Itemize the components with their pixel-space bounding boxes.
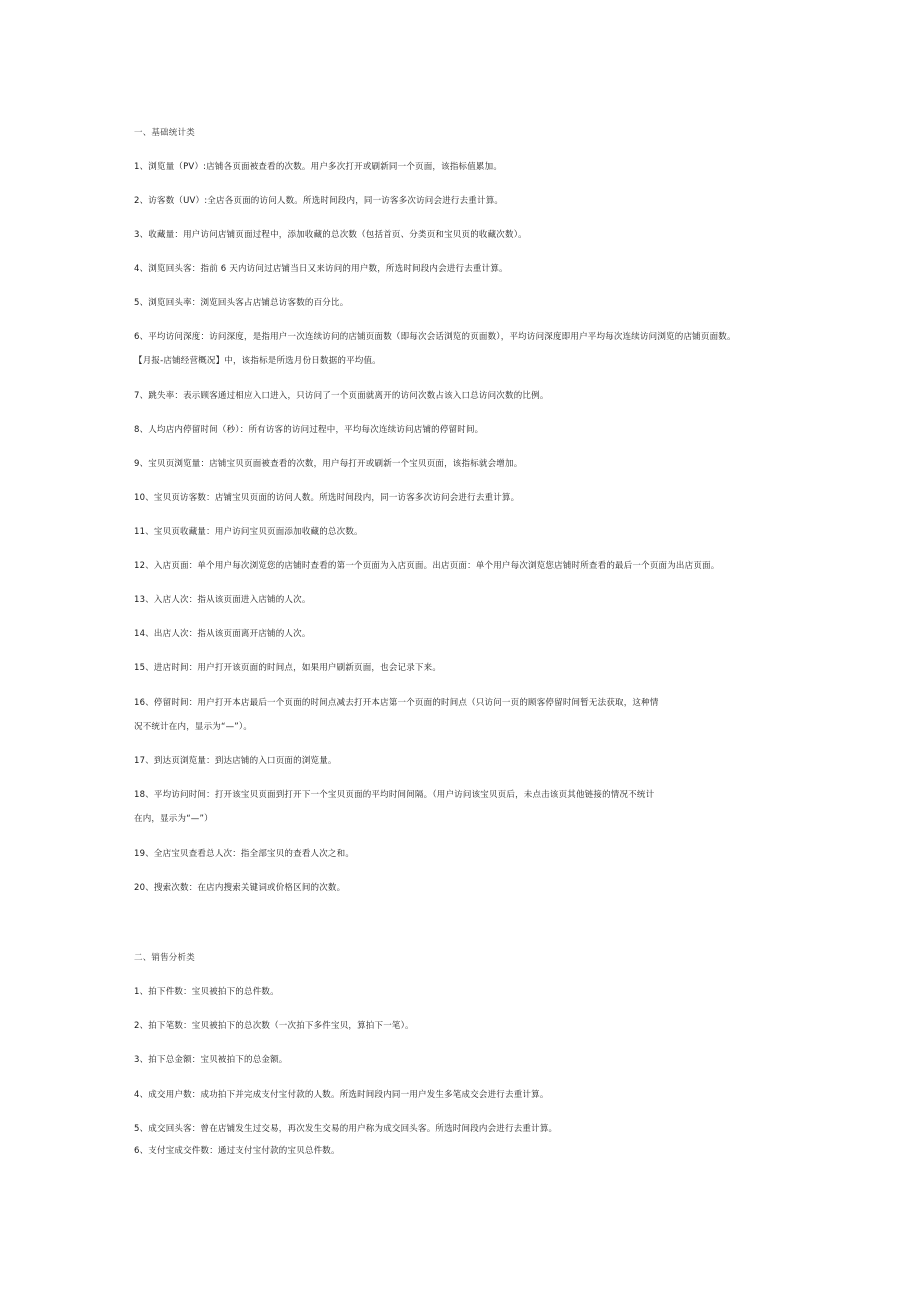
definition-avg-visit-time: 18、平均访问时间：打开该宝贝页面到打开下一个宝贝页面的平均时间间隔。（用户访问该宝贝页后，未点击该页其他链接的情况不统计 bbox=[134, 790, 655, 800]
definition-uv: 2、访客数（UV）:全店各页面的访问人数。所选时间段内，同一访客多次访问会进行去重计算。 bbox=[134, 196, 504, 206]
definition-avg-depth: 6、平均访问深度：访问深度，是指用户一次连续访问的店铺页面数（即每次会话浏览的页面数），平均访问深度即用户平均每次连续访问浏览的店铺页面数。 bbox=[134, 332, 736, 342]
definition-alipay-items: 6、支付宝成交件数：通过支付宝付款的宝贝总件数。 bbox=[134, 1146, 340, 1156]
section-heading-sales-analysis: 二、销售分析类 bbox=[134, 953, 195, 963]
definition-return-visitors: 4、浏览回头客：指前 6 天内访问过店铺当日又来访问的用户数，所选时间段内会进行去重计算。 bbox=[134, 264, 508, 274]
definition-landing-page-views: 17、到达页浏览量：到达店铺的入口页面的浏览量。 bbox=[134, 756, 337, 766]
definition-pv: 1、浏览量（PV）:店铺各页面被查看的次数。用户多次打开或刷新同一个页面，该指标值累加。 bbox=[134, 162, 503, 172]
definition-stay-time: 16、停留时间：用户打开本店最后一个页面的时间点减去打开本店第一个页面的时间点（只访问一页的顾客停留时间暂无法获取，这种情 bbox=[134, 698, 659, 708]
definition-search-count: 20、搜索次数：在店内搜索关键词或价格区间的次数。 bbox=[134, 883, 346, 893]
definition-entry-count: 13、入店人次：指从该页面进入店铺的人次。 bbox=[134, 595, 311, 605]
definition-item-page-favorites: 11、宝贝页收藏量：用户访问宝贝页面添加收藏的总次数。 bbox=[134, 527, 363, 537]
definition-avg-stay-time: 8、人均店内停留时间（秒）：所有访客的访问过程中，平均每次连续访问店铺的停留时间。 bbox=[134, 425, 484, 435]
definition-entry-time: 15、进店时间：用户打开该页面的时间点，如果用户刷新页面，也会记录下来。 bbox=[134, 663, 442, 673]
definition-total-item-views: 19、全店宝贝查看总人次：指全部宝贝的查看人次之和。 bbox=[134, 849, 355, 859]
definition-ordered-items: 1、拍下件数：宝贝被拍下的总件数。 bbox=[134, 987, 279, 997]
definition-paying-users: 4、成交用户数：成功拍下并完成支付宝付款的人数。所选时间段内同一用户发生多笔成交会进行去重计算。 bbox=[134, 1090, 549, 1100]
definition-return-rate: 5、浏览回头率：浏览回头客占店铺总访客数的百分比。 bbox=[134, 298, 349, 308]
definition-item-page-visitors: 10、宝贝页访客数：店铺宝贝页面的访问人数。所选时间段内，同一访客多次访问会进行去重计算。 bbox=[134, 493, 520, 503]
definition-avg-visit-time-continued: 在内，显示为“—”） bbox=[134, 814, 213, 824]
definition-order-amount: 3、拍下总金额：宝贝被拍下的总金额。 bbox=[134, 1055, 288, 1065]
definition-item-page-views: 9、宝贝页浏览量：店铺宝贝页面被查看的次数，用户每打开或刷新一个宝贝页面，该指标就会增加。 bbox=[134, 459, 523, 469]
definition-avg-depth-continued: 【月报-店铺经营概况】中，该指标是所选月份日数据的平均值。 bbox=[134, 356, 381, 366]
definition-favorites: 3、收藏量：用户访问店铺页面过程中，添加收藏的总次数（包括首页、分类页和宝贝页的收藏次数）。 bbox=[134, 230, 527, 240]
section-heading-basic-stats: 一、基础统计类 bbox=[134, 128, 195, 138]
definition-order-count: 2、拍下笔数：宝贝被拍下的总次数（一次拍下多件宝贝，算拍下一笔）。 bbox=[134, 1021, 414, 1031]
definition-entry-exit-page: 12、入店页面：单个用户每次浏览您的店铺时查看的第一个页面为入店页面。出店页面：单个用户每次浏览您店铺时所查看的最后一个页面为出店页面。 bbox=[134, 561, 720, 571]
definition-stay-time-continued: 况不统计在内，显示为“—”）。 bbox=[134, 722, 253, 732]
definition-exit-count: 14、出店人次：指从该页面离开店铺的人次。 bbox=[134, 629, 311, 639]
definition-bounce-rate: 7、跳失率：表示顾客通过相应入口进入，只访问了一个页面就离开的访问次数占该入口总访问次数的比例。 bbox=[134, 391, 549, 401]
definition-repeat-buyers: 5、成交回头客：曾在店铺发生过交易，再次发生交易的用户称为成交回头客。所选时间段内会进行去重计算。 bbox=[134, 1124, 558, 1134]
